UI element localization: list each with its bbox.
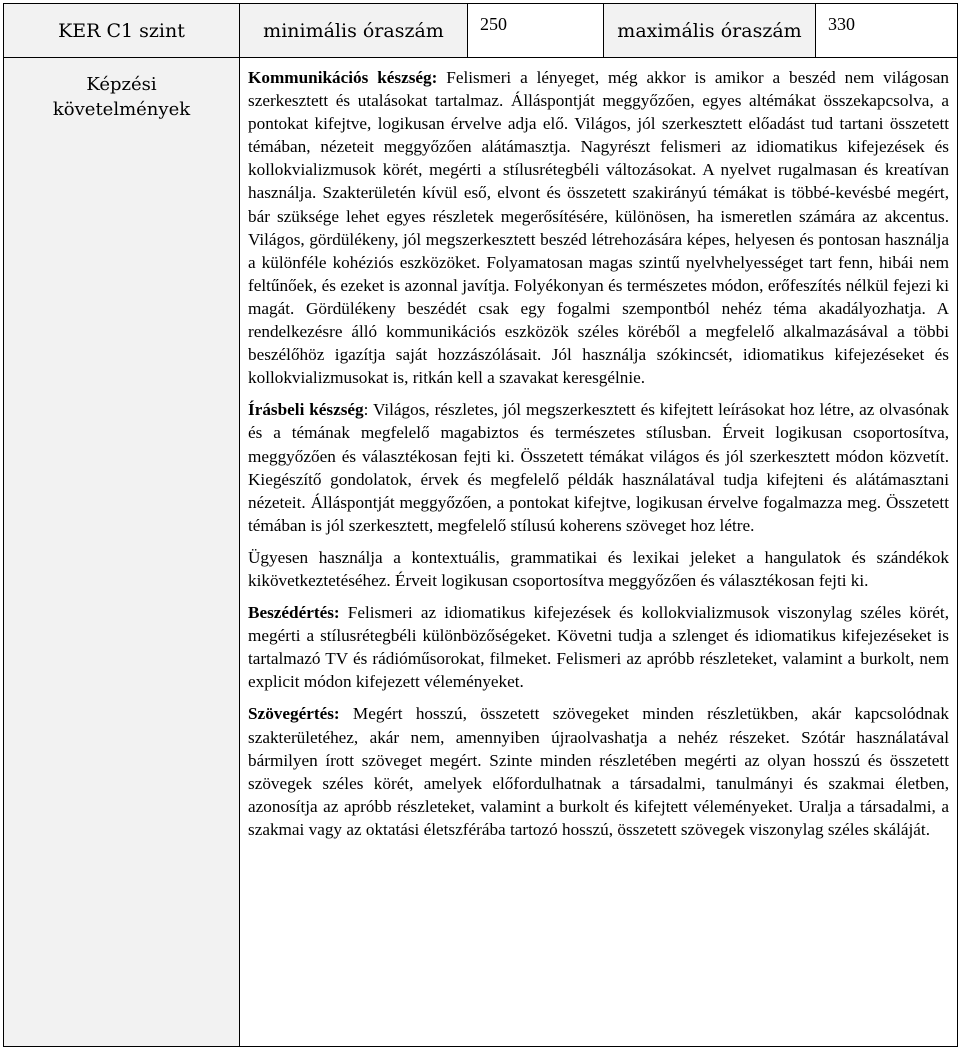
section-text: Megért hosszú, összetett szövegeket minden részletükben, akár kapcsolódnak szakterületéhez, akár nem, amennyiben újraolvashatja a nehéz részeket. Szótár használatával bármilyen írott szöveget megért. Szinte minden részletében megérti az olyan hosszú és összetett szövegek széles körét, amelyek előfordulhatnak a társadalmi, tanulmányi és szakmai életben, azonosítja az apróbb részleteket, valamint a burkolt és kifejtett véleményeket. Uralja a társadalmi, a szakmai vagy az oktatási életszférába tartozó hosszú, összetett szövegek viszonylag széles skáláját. xyxy=(248,704,949,839)
side-label-line1: Képzési xyxy=(86,74,157,95)
section-title: Beszédértés: xyxy=(248,603,340,623)
section-title: Szövegértés: xyxy=(248,704,340,724)
max-hours-label: maximális óraszám xyxy=(604,4,816,58)
min-hours-label: minimális óraszám xyxy=(240,4,468,58)
section-listening xyxy=(248,601,949,693)
min-hours-value: 250 xyxy=(468,4,604,58)
level-cell: KER C1 szint xyxy=(4,4,240,58)
section-writing xyxy=(248,398,949,537)
section-text: : Világos, részletes, jól megszerkesztett és kifejtett leírásokat hoz létre, az olvasónak és a témának megfelelő magabiztos és természetes stílusban. Érveit logikusan csoportosítva, meggyőzően és választékosan fejti ki. Összetett témákat világos és jól szerkesztett módon közvetít. Kiegészítő gondolatok, érvek és megfelelő példák használatával tudja kifejteni és alátámasztani nézeteit. Álláspontját meggyőzően, a pontokat kifejtve, logikusan érvelve fogalmazza meg. Összetett témában is jól szerkesztett, megfelelő stílusú koherens szöveget hoz létre. xyxy=(248,400,949,535)
section-text: Ügyesen használja a kontextuális, grammatikai és lexikai jeleket a hangulatok és szándékok kikövetkeztetéséhez. Érveit logikusan csoportosítva meggyőzően és választékosan fejti ki. xyxy=(248,547,949,590)
side-label-line2: követelmények xyxy=(52,99,191,120)
side-label-cell xyxy=(4,58,240,1047)
header-row xyxy=(4,4,958,58)
section-communication xyxy=(248,66,949,389)
requirements-content xyxy=(240,58,958,1047)
section-writing-extra xyxy=(248,546,949,592)
section-text: Felismeri az idiomatikus kifejezések és kollokvializmusok viszonylag széles körét, megérti a stílusrétegbéli különbözőségeket. Követni tudja a szlenget és idiomatikus kifejezéseket is tartalmazó TV és rádióműsorokat, filmeket. Felismeri az apróbb részleteket, valamint a burkolt, nem explicit módon kifejezett véleményeket. xyxy=(248,603,949,692)
body-row xyxy=(4,58,958,1047)
section-text: Felismeri a lényeget, még akkor is amikor a beszéd nem világosan szerkesztett és utalásokat tartalmaz. Álláspontját meggyőzően, egyes altémákat összekapcsolva, a pontokat kifejtve, logikusan érvelve adja elő. Világos, jól szerkesztett előadást tud tartani összetett témában, nézeteit meggyőzően alátámasztja. Nagyrészt felismeri az idiomatikus kifejezések és kollokvializmusok körét, megérti a stílusrétegbéli változásokat. A nyelvet rugalmasan és kreatívan használja. Szakterületén kívül eső, elvont és összetett szakirányú témákat is többé-kevésbé megért, bár szüksége lehet egyes részletek megerősítésére, különösen, ha ismeretlen számára az akcentus. Világos, gördülékeny, jól megszerkesztett beszéd létrehozására képes, helyesen és pontosan használja a különféle kohéziós eszközöket. Folyamatosan magas szintű nyelvhelyességet tart fenn, hibái nem feltűnőek, és ezeket is azonnal javítja. Folyékonyan és természetes módon, erőfeszítés nélkül fejezi ki magát. Gördülékeny beszédét csak egy fogalmi szempontból nehéz téma akadályozhatja. A rendelkezésre álló kommunikációs eszközök széles köréből a megfelelő alkalmazásával a többi beszélőhöz igazítja saját hozzászólásait. Jól használja szókincsét, idiomatikus kifejezéseket és kollokvializmusokat is, ritkán kell a szavakat keresgélnie. xyxy=(248,68,950,388)
section-reading xyxy=(248,702,949,841)
requirements-table xyxy=(3,3,958,1047)
section-title: Kommunikációs készség: xyxy=(248,68,438,87)
section-title: Írásbeli készség xyxy=(248,400,364,420)
max-hours-value: 330 xyxy=(816,4,958,58)
